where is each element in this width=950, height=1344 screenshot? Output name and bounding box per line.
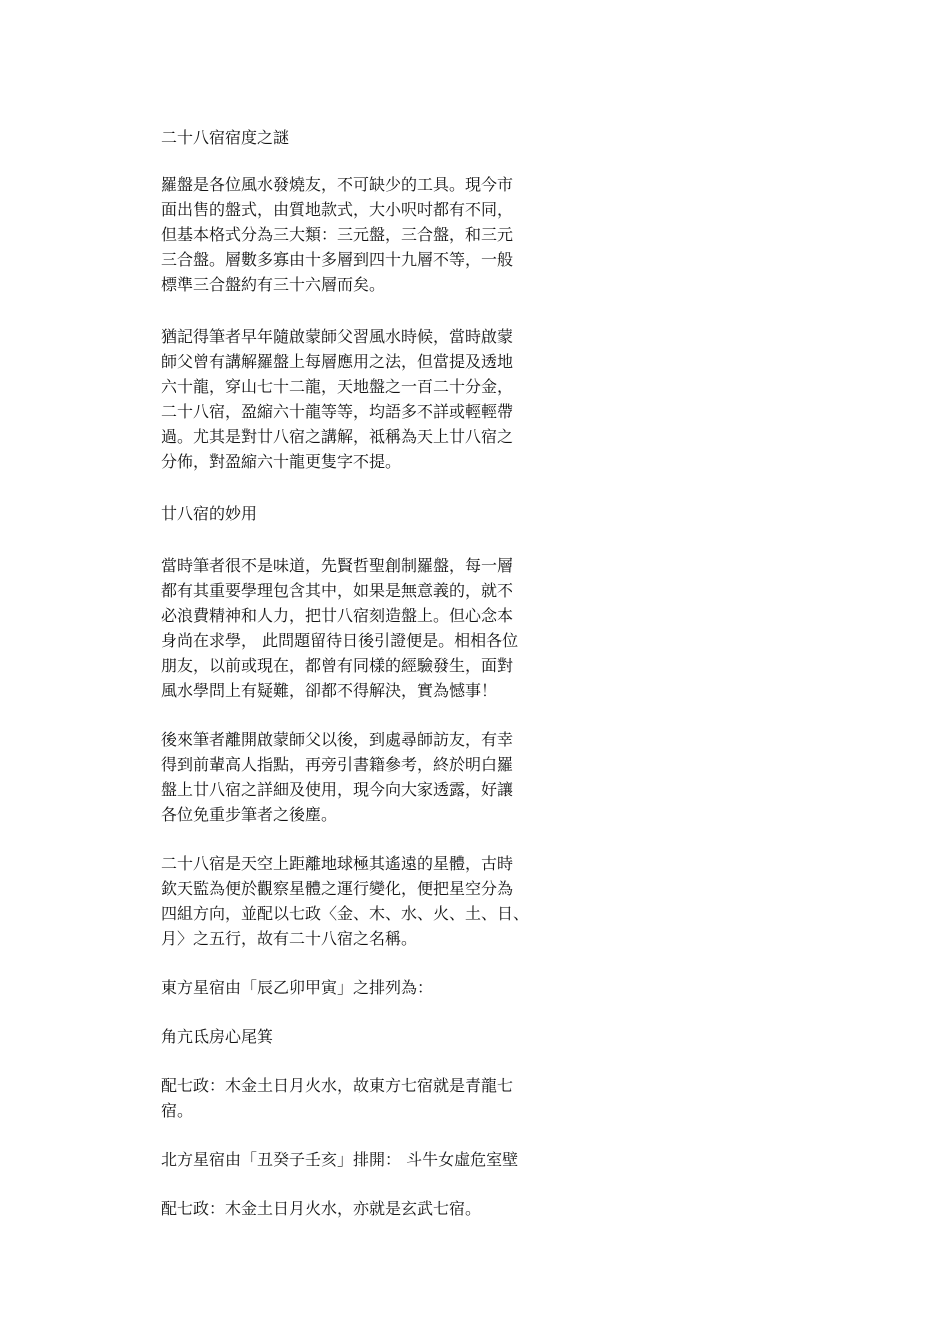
text-line: 風水學問上有疑難，卻都不得解決，實為憾事！ xyxy=(161,681,498,700)
paragraph-east-mansions xyxy=(161,1024,561,1049)
text-line: 得到前輩高人指點，再旁引書籍參考，終於明白羅 xyxy=(161,755,514,774)
text-line: 配七政：木金土日月火水，亦就是玄武七宿。 xyxy=(161,1199,482,1218)
text-line: 宿。 xyxy=(161,1101,194,1120)
text-line: 都有其重要學理包含其中，如果是無意義的，就不 xyxy=(161,581,514,600)
paragraph-east-seven-governors xyxy=(161,1073,561,1123)
text-line: 六十龍，穿山七十二龍，天地盤之一百二十分金， xyxy=(161,377,514,396)
paragraph-later-study xyxy=(161,727,561,827)
text-line: 二十八宿，盈縮六十龍等等，均語多不詳或輕輕帶 xyxy=(161,402,514,421)
text-line: 配七政：木金土日月火水，故東方七宿就是青龍七 xyxy=(161,1076,514,1095)
text-line: 必浪費精神和人力，把廿八宿刻造盤上。但心念本 xyxy=(161,606,514,625)
text-line: 二十八宿是天空上距離地球極其遙遠的星體，古時 xyxy=(161,854,514,873)
text-line: 後來筆者離開啟蒙師父以後，到處尋師訪友，有幸 xyxy=(161,730,514,749)
text-line: 四組方向，並配以七政〈金、木、水、火、土、日、 xyxy=(161,904,530,923)
paragraph-28-mansions xyxy=(161,851,561,951)
text-line: 師父曾有講解羅盤上每層應用之法，但當提及透地 xyxy=(161,352,514,371)
text-line: 朋友，以前或現在，都曾有同樣的經驗發生，面對 xyxy=(161,656,514,675)
text-line: 分佈，對盈縮六十龍更隻字不提。 xyxy=(161,452,402,471)
text-line: 欽天監為便於觀察星體之運行變化，便把星空分為 xyxy=(161,879,514,898)
paragraph-early-study xyxy=(161,324,561,474)
text-line: 角亢氐房心尾箕 xyxy=(161,1027,274,1046)
text-line: 東方星宿由「辰乙卯甲寅」之排列為： xyxy=(161,978,434,997)
text-line: 盤上廿八宿之詳細及使用，現今向大家透露，好讓 xyxy=(161,780,514,799)
text-line: 羅盤是各位風水發燒友，不可缺少的工具。現今市 xyxy=(161,175,514,194)
text-line: 各位免重步筆者之後塵。 xyxy=(161,805,338,824)
page-title: 二十八宿宿度之謎 xyxy=(161,128,290,147)
paragraph-compass-intro xyxy=(161,172,561,297)
text-line: 身尚在求學， 此問題留待日後引證便是。相相各位 xyxy=(161,631,519,650)
text-line: 當時筆者很不是味道，先賢哲聖創制羅盤，每一層 xyxy=(161,556,514,575)
text-line: 猶記得筆者早年隨啟蒙師父習風水時候，當時啟蒙 xyxy=(161,327,514,346)
document-page xyxy=(161,125,561,1221)
text-line: 但基本格式分為三大類：三元盤，三合盤，和三元 xyxy=(161,225,514,244)
paragraph-north-order xyxy=(161,1147,561,1172)
text-line: 三合盤。層數多寡由十多層到四十九層不等，一般 xyxy=(161,250,514,269)
section-heading: 廿八宿的妙用 xyxy=(161,504,258,523)
text-line: 面出售的盤式，由質地款式，大小呎吋都有不同， xyxy=(161,200,514,219)
text-line: 標準三合盤約有三十六層而矣。 xyxy=(161,275,386,294)
text-line: 月〉之五行，故有二十八宿之名稱。 xyxy=(161,929,418,948)
paragraph-disappointment xyxy=(161,553,561,703)
text-line: 過。尤其是對廿八宿之講解，祗稱為天上廿八宿之 xyxy=(161,427,514,446)
paragraph-east-order xyxy=(161,975,561,1000)
paragraph-north-seven-governors xyxy=(161,1196,561,1221)
text-line: 北方星宿由「丑癸子壬亥」排開： 斗牛女虛危室壁 xyxy=(161,1150,519,1169)
